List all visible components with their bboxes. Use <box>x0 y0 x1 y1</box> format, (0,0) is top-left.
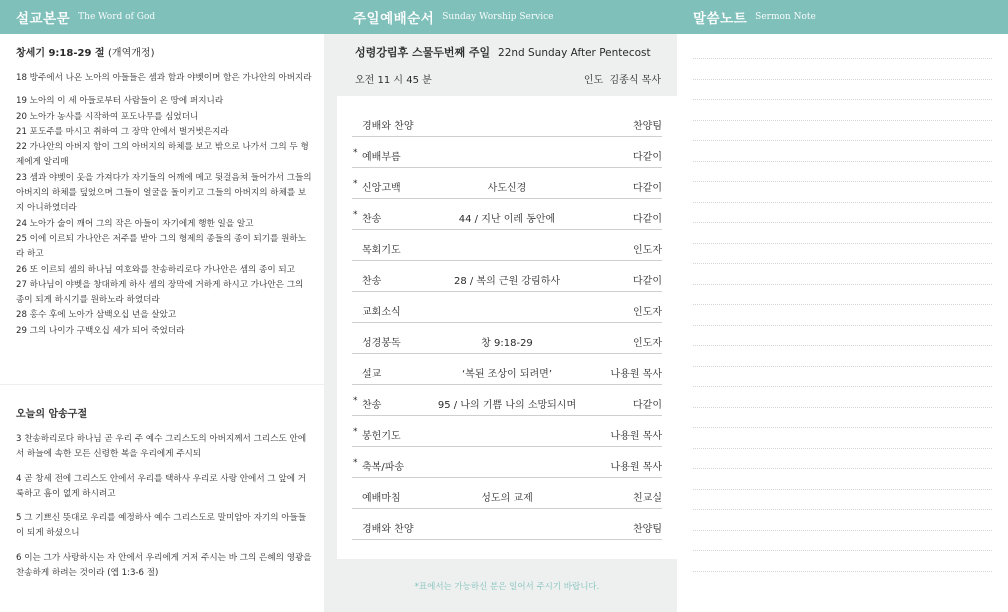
note-line <box>693 304 992 305</box>
scripture-header-subtitle: The Word of God <box>78 12 156 22</box>
order-row <box>352 261 662 292</box>
sermon-note-subtitle: Sermon Note <box>755 12 816 22</box>
order-item-leader: 인도자 <box>633 307 662 318</box>
service-time: 오전 11 시 45 분 <box>355 75 432 86</box>
order-item-content: 창 9:18-29 <box>481 338 533 349</box>
order-item-content: 성도의 교제 <box>481 493 533 504</box>
note-line <box>693 509 992 510</box>
scripture-verse: 22 가나안의 아버지 함이 그의 아버지의 하체를 보고 밖으로 나가서 그의 두 형제에게 알리매 <box>16 142 309 168</box>
order-item-content: ‘복된 조상이 되려면’ <box>462 369 552 380</box>
memory-verse: 5 그 기쁘신 뜻대로 우리를 예정하사 예수 그리스도로 말미암아 자기의 아들들이 되게 하셨으니 <box>16 513 307 539</box>
scripture-verse: 23 셈과 야벳이 옷을 가져다가 자기들의 어깨에 메고 뒷걸음쳐 들어가서 그들의 아버지의 하체를 덮었으며 그들이 얼굴을 돌이키고 그들의 아버지의 하체를 보지 아니하였더라 <box>16 172 312 214</box>
order-item-content: 28 / 복의 근원 강림하사 <box>453 276 561 287</box>
scripture-version: (개역개정) <box>108 48 155 59</box>
order-item-leader: 다같이 <box>633 276 662 287</box>
scripture-verse: 20 노아가 농사를 시작하여 포도나무를 심었더니 <box>16 111 199 122</box>
order-row <box>352 137 662 168</box>
sermon-note-column <box>677 0 1008 612</box>
order-row <box>352 416 662 447</box>
service-leader <box>584 71 661 86</box>
service-leader-name: 김종식 목사 <box>609 75 661 86</box>
note-line <box>693 284 992 285</box>
order-star: * <box>353 427 358 437</box>
order-item-name: 경배와 찬양 <box>362 121 414 132</box>
order-row <box>352 199 662 230</box>
memory-verse-panel <box>0 385 324 612</box>
order-item-name: 축복/파송 <box>362 462 405 473</box>
service-info <box>337 34 677 96</box>
order-item-leader: 나용원 목사 <box>610 462 662 473</box>
note-line <box>693 202 992 203</box>
order-row <box>352 230 662 261</box>
order-star: * <box>353 210 358 220</box>
order-item-leader: 다같이 <box>633 400 662 411</box>
order-item-content: 44 / 지난 이레 동안에 <box>458 214 556 225</box>
scripture-verse: 24 노아가 술이 깨어 그의 작은 아들이 자기에게 행한 일을 알고 <box>16 218 254 229</box>
service-title <box>355 44 661 60</box>
order-row <box>352 168 662 199</box>
order-item-leader: 다같이 <box>633 183 662 194</box>
order-item-name: 찬송 <box>362 276 382 287</box>
order-item-name: 성경봉독 <box>362 338 401 349</box>
note-line <box>693 99 992 100</box>
note-line <box>693 571 992 572</box>
order-item-name: 찬송 <box>362 400 382 411</box>
note-line <box>693 448 992 449</box>
service-title-ko: 성령강림후 스물두번째 주일 <box>355 46 491 59</box>
note-line <box>693 140 992 141</box>
scripture-verse: 29 그의 나이가 구백오십 세가 되어 죽었더라 <box>16 325 185 336</box>
order-item-name: 예배마침 <box>362 493 401 504</box>
scripture-verse: 19 노아의 이 세 아들로부터 사람들이 온 땅에 퍼지니라 <box>16 96 224 107</box>
order-item-name: 찬송 <box>362 214 382 225</box>
order-row <box>352 292 662 323</box>
scripture-verse: 26 또 이르되 셈의 하나님 여호와를 찬송하리로다 가나안은 셈의 종이 되고 <box>16 264 295 275</box>
order-item-name: 목회기도 <box>362 245 401 256</box>
note-line <box>693 550 992 551</box>
order-item-leader: 찬양팀 <box>633 121 662 132</box>
order-item-leader: 나용원 목사 <box>610 369 662 380</box>
order-row <box>352 323 662 354</box>
service-title-en: 22nd Sunday After Pentecost <box>498 47 651 59</box>
order-item-name: 경배와 찬양 <box>362 524 414 535</box>
order-row <box>352 447 662 478</box>
order-star: * <box>353 148 358 158</box>
order-item-leader: 인도자 <box>633 245 662 256</box>
order-row <box>352 509 662 540</box>
memory-verse: 3 찬송하리로다 하나님 곧 우리 주 예수 그리스도의 아버지께서 그리스도 안에서 하늘에 속한 모든 신령한 복을 우리에게 주시되 <box>16 434 307 460</box>
note-line <box>693 489 992 490</box>
scripture-verse: 28 홍수 후에 노아가 삼백오십 년을 살았고 <box>16 310 177 321</box>
order-star: * <box>353 179 358 189</box>
note-line <box>693 530 992 531</box>
worship-header-subtitle: Sunday Worship Service <box>442 12 554 22</box>
note-line <box>693 386 992 387</box>
note-line <box>693 120 992 121</box>
note-line <box>693 243 992 244</box>
order-item-leader: 다같이 <box>633 152 662 163</box>
scripture-column <box>0 0 337 612</box>
worship-header-title: 주일예배순서 <box>353 11 435 27</box>
sermon-note-title: 말씀노트 <box>693 11 748 27</box>
note-line <box>693 58 992 59</box>
sermon-note-header <box>677 0 1008 34</box>
order-row <box>352 385 662 416</box>
order-row <box>352 106 662 137</box>
scripture-header <box>0 0 337 34</box>
order-item-name: 교회소식 <box>362 307 401 318</box>
scripture-reference: 창세기 9:18-29 절 <box>16 48 105 59</box>
worship-header <box>337 0 677 34</box>
order-star: * <box>353 396 358 406</box>
note-line <box>693 161 992 162</box>
note-line <box>693 366 992 367</box>
order-row <box>352 478 662 509</box>
note-line <box>693 79 992 80</box>
order-item-leader: 나용원 목사 <box>610 431 662 442</box>
order-item-leader: 찬양팀 <box>633 524 662 535</box>
memory-verse-title: 오늘의 암송구절 <box>16 409 88 420</box>
worship-order-column <box>337 0 677 612</box>
note-line <box>693 468 992 469</box>
note-line <box>693 325 992 326</box>
scripture-title <box>16 44 314 59</box>
note-line <box>693 407 992 408</box>
memory-verse: 6 이는 그가 사랑하시는 자 안에서 우리에게 거저 주시는 바 그의 은혜의 영광을 찬송하게 하려는 것이라 (엡 1:3-6 절) <box>16 552 312 579</box>
note-line <box>693 222 992 223</box>
service-leader-label: 인도 <box>583 75 604 86</box>
order-item-leader: 다같이 <box>633 214 662 225</box>
service-time-row <box>355 71 661 86</box>
order-item-name: 설교 <box>362 369 382 380</box>
order-item-content: 사도신경 <box>487 183 527 194</box>
order-item-leader: 친교실 <box>633 493 662 504</box>
scripture-header-title: 설교본문 <box>16 11 71 27</box>
memory-verse: 4 곧 창세 전에 그리스도 안에서 우리를 택하사 우리로 사랑 안에서 그 앞에 거룩하고 흠이 없게 하시려고 <box>16 473 307 499</box>
scripture-verse: 27 하나님이 야벳을 창대하게 하사 셈의 장막에 거하게 하시고 가나안은 그의 종이 되게 하시기를 원하노라 하였더라 <box>16 279 304 306</box>
order-item-name: 신앙고백 <box>362 183 401 194</box>
scripture-verse: 21 포도주를 마시고 취하여 그 장막 안에서 벌거벗은지라 <box>16 126 229 137</box>
note-line <box>693 181 992 182</box>
order-item-name: 봉헌기도 <box>362 431 401 442</box>
order-item-content: 95 / 나의 기쁨 나의 소망되시며 <box>437 400 577 411</box>
standing-note: *표에서는 가능하신 분은 일어서 주시기 바랍니다. <box>414 581 600 592</box>
order-row <box>352 354 662 385</box>
scripture-panel <box>0 34 324 384</box>
order-item-name: 예배부름 <box>362 152 401 163</box>
standing-note-box <box>337 559 677 612</box>
note-line <box>693 263 992 264</box>
note-line <box>693 427 992 428</box>
scripture-verse: 18 방주에서 나온 노아의 아들들은 셈과 함과 야벳이며 함은 가나안의 아버지라 <box>16 73 312 83</box>
order-star: * <box>353 458 358 468</box>
note-line <box>693 345 992 346</box>
scripture-verse: 25 이에 이르되 가나안은 저주를 받아 그의 형제의 종들의 종이 되기를 원하노라 하고 <box>16 233 307 260</box>
order-item-leader: 인도자 <box>633 338 662 349</box>
worship-order-list <box>337 96 677 540</box>
